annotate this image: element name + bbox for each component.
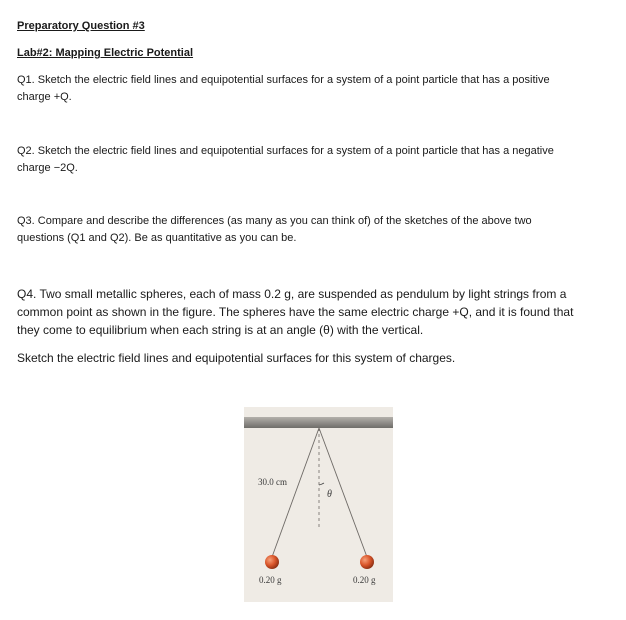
right-sphere (360, 555, 374, 569)
question-3-line: Q3. Compare and describe the differences (as many as you can think of) of the sketches of the above two (17, 215, 532, 227)
question-2-line: Q2. Sketch the electric field lines and equipotential surfaces for a system of a point particle that has a negative (17, 145, 554, 157)
question-1-line: Q1. Sketch the electric field lines and equipotential surfaces for a system of a point particle that has a positive (17, 74, 550, 86)
ceiling-support (244, 417, 393, 428)
question-4-line: common point as shown in the figure. The spheres have the same electric charge +Q, and it is found that (17, 305, 574, 319)
pendulum-figure (244, 407, 393, 602)
question-1-line: charge +Q. (17, 91, 72, 103)
left-mass-label: 0.20 g (259, 575, 282, 585)
question-4-line: they come to equilibrium when each string is at an angle (θ) with the vertical. (17, 323, 424, 337)
length-label: 30.0 cm (258, 477, 287, 487)
question-4-line: Q4. Two small metallic spheres, each of mass 0.2 g, are suspended as pendulum by light strings from a (17, 287, 567, 301)
question-4-instruction: Sketch the electric field lines and equipotential surfaces for this system of charges. (17, 351, 456, 365)
question-3-line: questions (Q1 and Q2). Be as quantitative as you can be. (17, 232, 297, 244)
left-sphere (265, 555, 279, 569)
angle-label: θ (327, 489, 332, 500)
question-2-line: charge −2Q. (17, 162, 78, 174)
page-title: Preparatory Question #3 (17, 20, 145, 32)
right-mass-label: 0.20 g (353, 575, 376, 585)
lab-heading: Lab#2: Mapping Electric Potential (17, 47, 194, 59)
figure-background (244, 407, 393, 602)
